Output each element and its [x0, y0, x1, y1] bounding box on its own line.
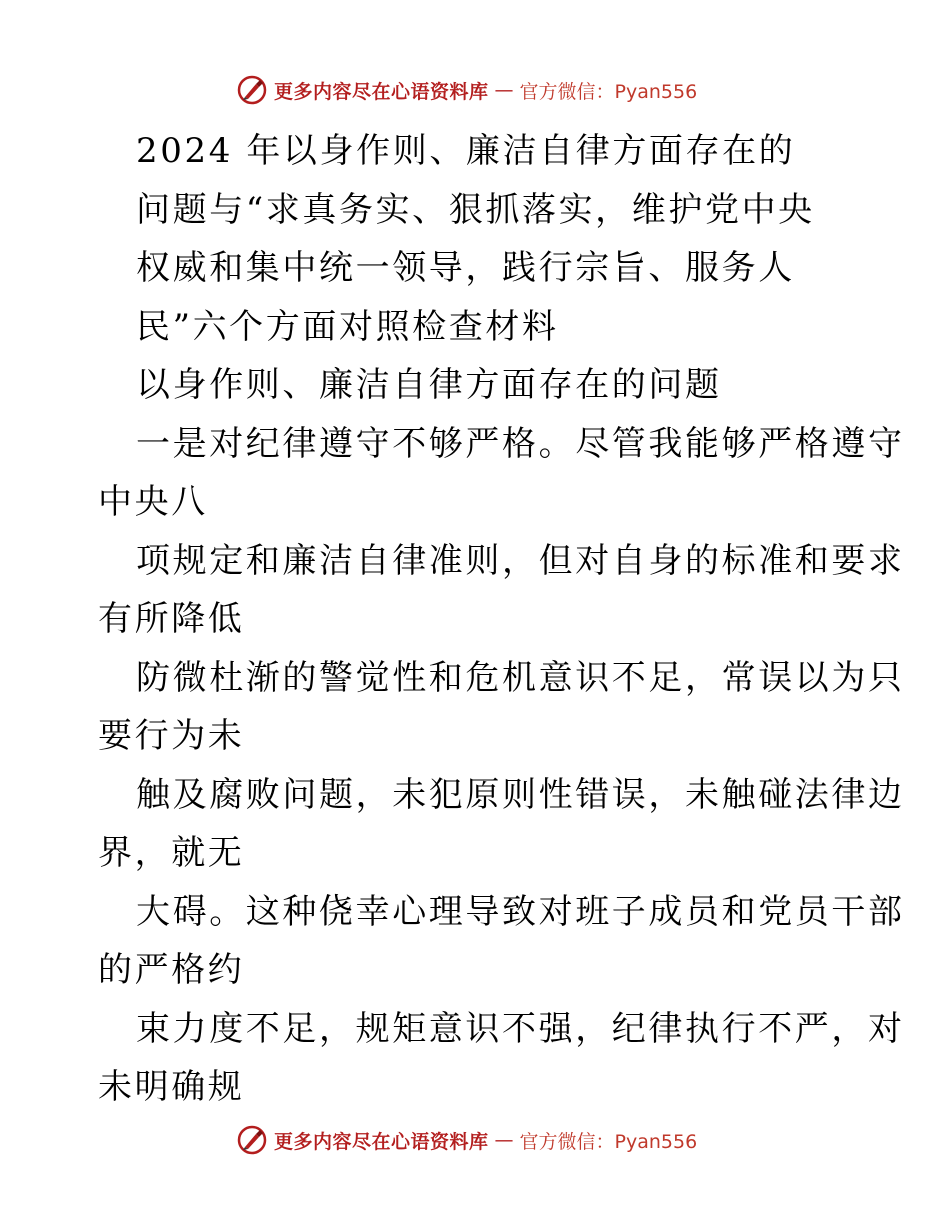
- body-line: 的严格约: [98, 950, 245, 990]
- body-line: 中央八: [98, 482, 208, 522]
- body-line: 界，就无: [98, 833, 245, 873]
- body-line: 未明确规: [98, 1067, 245, 1107]
- body-line: 大碍。这种侥幸心理导致对班子成员和党员干部: [136, 891, 905, 932]
- pen-logo-icon: [236, 74, 268, 106]
- pen-logo-icon: [236, 1124, 268, 1156]
- body-line: 一是对纪律遵守不够严格。尽管我能够严格遵守: [136, 423, 905, 464]
- watermark-text: 更多内容尽在心语资料库: [274, 80, 489, 103]
- body-line: 有所降低: [98, 599, 245, 639]
- document-body: [98, 122, 905, 1117]
- section-heading: 以身作则、廉洁自律方面存在的问题: [136, 365, 722, 405]
- body-line: 防微杜渐的警觉性和危机意识不足，常误以为只: [136, 657, 905, 698]
- title-line-3: 权威和集中统一领导，践行宗旨、服务人: [136, 248, 795, 288]
- watermark-contact: 官方微信：Pyan556: [519, 1130, 698, 1153]
- title-line-2: 问题与“求真务实、狠抓落实，维护党中央: [136, 189, 815, 230]
- header-watermark: [236, 73, 697, 107]
- watermark-contact: 官方微信：Pyan556: [519, 80, 698, 103]
- body-line: 触及腐败问题，未犯原则性错误，未触碰法律边: [136, 774, 905, 815]
- footer-watermark: [236, 1123, 697, 1157]
- watermark-dash: —: [494, 1129, 514, 1151]
- title-line-4: 民”六个方面对照检查材料: [136, 306, 559, 347]
- watermark-text: 更多内容尽在心语资料库: [274, 1130, 489, 1153]
- watermark-dash: —: [494, 79, 514, 101]
- body-line: 项规定和廉洁自律准则，但对自身的标准和要求: [136, 540, 905, 581]
- body-line: 要行为未: [98, 716, 245, 756]
- title-line-1: 2024 年以身作则、廉洁自律方面存在的: [136, 131, 796, 171]
- body-line: 束力度不足，规矩意识不强，纪律执行不严，对: [136, 1008, 905, 1049]
